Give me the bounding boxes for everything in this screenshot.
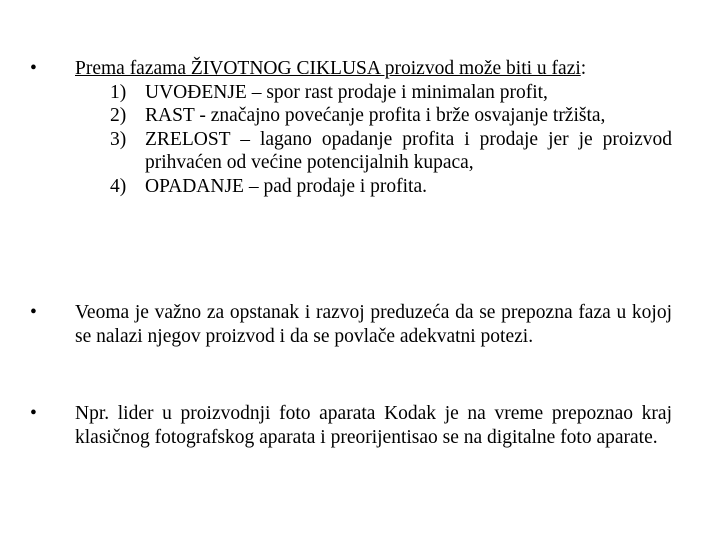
- bullet-icon: •: [30, 403, 37, 424]
- phase-text: ZRELOST – lagano opadanje profita i prodaje jer je proizvod prihvaćen od većine potencijalnih kupaca,: [145, 128, 672, 173]
- phase-text: UVOĐENJE – spor rast prodaje i minimalan profit,: [145, 81, 548, 103]
- phase-number: 4): [110, 175, 127, 197]
- bullet-phase-recognition: [30, 301, 672, 348]
- bullet-icon: •: [30, 58, 37, 79]
- phase-text: RAST - značajno povećanje profita i brže osvajanje tržišta,: [145, 105, 606, 126]
- bullet-text: Npr. lider u proizvodnji foto aparata Kodak je na vreme prepoznao kraj klasičnog fotografskog aparata i preorijentisao se na digitalne foto aparate.: [75, 403, 672, 448]
- intro-underlined-text: Prema fazama ŽIVOTNOG CIKLUSA proizvod može biti u fazi: [75, 58, 581, 79]
- bullet-intro: [75, 57, 672, 81]
- phase-item-introduction: [110, 81, 672, 105]
- phase-number: 3): [110, 128, 127, 150]
- phase-number: 1): [110, 81, 127, 103]
- bullet-kodak-example: [30, 402, 672, 449]
- bullet-icon: •: [30, 302, 37, 323]
- phase-number: 2): [110, 105, 127, 126]
- bullet-lifecycle-phases: [30, 57, 672, 198]
- phase-text: OPADANJE – pad prodaje i profita.: [145, 175, 427, 197]
- phase-item-growth: [110, 104, 672, 128]
- phase-item-maturity: [110, 128, 672, 175]
- intro-tail: :: [580, 58, 587, 79]
- bullet-text: Veoma je važno za opstanak i razvoj preduzeća da se prepozna faza u kojoj se nalazi njegov proizvod i da se povlače adekvatni potezi.: [75, 302, 672, 347]
- phase-list: [110, 81, 672, 199]
- phase-item-decline: [110, 175, 672, 199]
